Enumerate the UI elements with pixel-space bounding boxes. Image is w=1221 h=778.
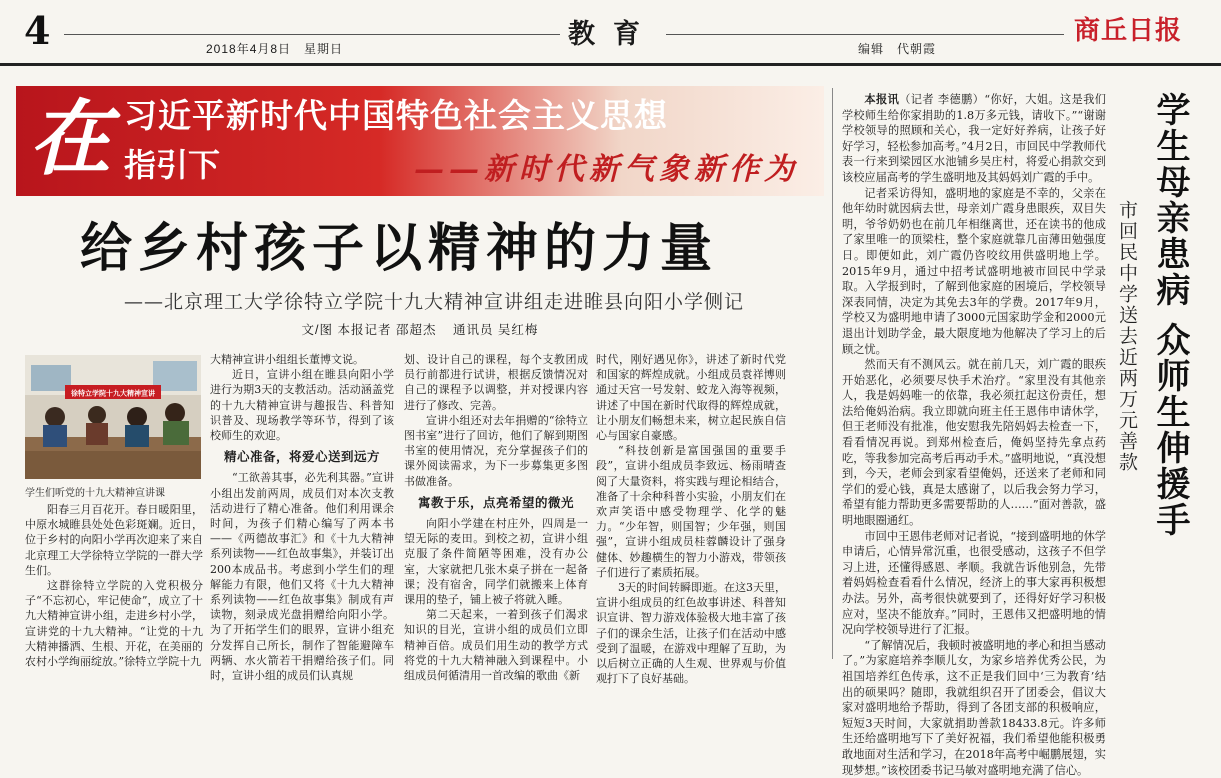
main-subheadline: ——北京理工大学徐特立学院十九大精神宣讲组走进睢县向阳小学侧记 — [123, 291, 744, 313]
paragraph: 近日，宣讲小组在睢县向阳小学进行为期3天的支教活动。活动涵盖党的十九大精神宣讲与趣报告、科普知识普及、现场教学等环节，得到了该校师生的欢迎。 — [210, 368, 394, 443]
side-article-body — [842, 92, 1106, 777]
side-article-subheadline: 市回民中学送去近两万元善款 — [1116, 200, 1138, 473]
page-number: 4 — [24, 8, 51, 53]
classroom-photo-illustration — [25, 355, 201, 479]
banner-title-line2: 指引下 — [124, 146, 221, 184]
byline-correspondent: 通讯员 吴红梅 — [452, 323, 539, 337]
paragraph: “了解情况后，我顿时被盛明地的孝心和担当感动了。”为家庭培养李顺儿女，为家乡培养优秀公民，为祖国培养红色传承，这不正是我们回中‘三为教育’结出的硕果吗？随即，我就组织召开了团委会，倡议大家对盛明地给予帮助，得到了各团支部的积极响应，短短3天时间，大家就捐助善款18433.8元。许多师生还给盛明地写下了美好祝福，我们希望他能积极勇敢地面对生活和学习，在2018年高考中崛鹏展翅，实现梦想。”该校团委书记马敏对盛明地充满了信心。 — [842, 638, 1106, 777]
section-title: 教育 — [560, 12, 666, 51]
editor-credit: 编辑 代朝霞 — [858, 42, 937, 56]
banner-title-line1: 习近平新时代中国特色社会主义思想 — [124, 96, 668, 135]
column-divider — [832, 88, 833, 659]
page-header — [0, 0, 1221, 66]
paragraph: 3天的时间转瞬即逝。在这3天里，宣讲小组成员的红色故事讲述、科普知识宣讲、智力游戏体验极大地丰富了孩子们的课余生活，让孩子们在活动中感受到了温暖，在游戏中理解了互助，为以后树立正确的人生观、世界观与价值观打下了良好基础。 — [596, 581, 786, 686]
paragraph: （记者 李德鹏）“你好，大姐。这是我们学校师生给你家捐助的1.8万多元钱，请收下。”“谢谢学校领导的照顾和关心，我一定好好养病，让孩子好好学习，轻松参加高考。”4月2日，市回民中学教师代表一行来到梁园区水池铺乡吴庄村，将爱心捐款交到该校应届高考的学生盛明地及其妈妈刘广霞的手中。 — [842, 93, 1106, 184]
paragraph: “科技创新是富国强国的重要手段”，宣讲小组成员李致远、杨雨晴查阅了大量资料，将实践与理论相结合，准备了十余种科普小实验，小朋友们在欢声笑语中感受物理学、化学的魅力。“少年智，则国智；少年强，则国强”，宣讲小组成员桂蓉麟设计了强身健体、妙趣横生的智力小游戏，带领孩子们进行了素质拓展。 — [596, 444, 786, 579]
paragraph: 这群徐特立学院的入党积极分子“不忘初心，牢记使命”，成立了十九大精神宣讲小组，走进乡村小学，宣讲党的十九大精神。“让党的十九大精神播洒、生根、开花，在美丽的农村小学绚丽绽放。”徐特立学院十九 — [25, 579, 203, 669]
paragraph: 第二天起来，一着到孩子们渴求知识的目光，宣讲小组的成员们立即精神百倍。成员们用生动的教学方式将党的十九大精神融入到课程中。小组成员何循清用一首改编的歌曲《新 — [404, 608, 588, 683]
paragraph: 阳春三月百花开。春日暖阳里，中原水城睢县处处色彩斑斓。近日，位于乡村的向阳小学再次迎来了来自北京理工大学徐特立学院的一群大学生们。 — [25, 503, 203, 577]
side-article-headline: 学生母亲患病 众师生伸援手 — [1150, 92, 1190, 538]
paragraph: 大精神宣讲小组组长董博文说。 — [210, 353, 364, 366]
section-heading: 精心准备，将爱心送到远方 — [223, 449, 380, 465]
banner-glyph: 在 — [29, 92, 111, 187]
byline-reporter: 文/图 本报记者 邵超杰 — [301, 323, 437, 337]
section-heading: 寓教于乐，点亮希望的微光 — [417, 494, 574, 510]
paragraph: “工欲善其事，必先利其器。”宣讲小组出发前两周，成员们对本次支教活动进行了精心准备。他们利用课余时间，为孩子们精心编写了两本书——《两德故事汇》和《十九大精神系列读物——红色故事集》，并装订出200本成品书。考虑到小学生们的理解能力有限，他们又将《十九大精神系列读物——红色故事集》制成有声读物，刻录成光盘捐赠给向阳小学。为了开拓学生们的眼界，宣讲小组充分发挥自己所长，制作了智能避障车两辆、水火箭若干捐赠给孩子们。同时，宣讲小组的成员们认真规 — [210, 471, 394, 683]
article-column-3 — [404, 352, 588, 683]
theme-banner — [16, 86, 824, 196]
article-column-2 — [210, 352, 394, 683]
article-column-1 — [25, 502, 203, 669]
photo-caption: 学生们听党的十九大精神宣讲课 — [25, 488, 165, 499]
issue-date: 2018年4月8日 星期日 — [206, 42, 344, 56]
paragraph: 市回中王恩伟老师对记者说，“接到盛明地的休学申请后，心情异常沉重，也很受感动，这孩子不但学习上进，还懂得感恩、孝顺。我就告诉他别急，先带着妈妈检查看看什么情况，经济上的事大家再积极想办法。另外，高考很快就要到了，还得好好学习积极应对，坚决不能放弃。”同时，王恩伟又把盛明地的情况向学校领导进行了汇报。 — [842, 529, 1106, 637]
main-headline: 给乡村孩子以精神的力量 — [80, 218, 719, 279]
byline — [16, 320, 824, 338]
news-tag: 本报讯 — [864, 93, 900, 106]
paragraph: 然而天有不测风云。就在前几天，刘广霞的眼疾开始恶化，必须要尽快手术治疗。“家里没有其他亲人，我是妈妈唯一的依靠，我必须扛起这份责任，想法给俺妈治病。我立即就向班主任王恩伟申请休学，但王老师没有批准，他安慰我先陪妈妈去检查一下，看看情况再说。到郑州检查后，俺妈坚持先拿点药吃，等我参加完高考后再动手术。”盛明地说，“真没想到，今天，老师会到家看望俺妈，还送来了老师和同学们的爱心钱，真是太感谢了，以后我会努力学习，希望有能力帮助更多需要帮助的人……”面对善款，盛明地眼圈通红。 — [842, 358, 1106, 528]
photo-banner-text: 徐特立学院十九大精神宣讲 — [71, 389, 155, 398]
article-photo — [25, 355, 201, 479]
article-column-4 — [596, 352, 786, 686]
paragraph: 向阳小学建在村庄外，四周是一望无际的麦田。到校之初，宣讲小组克服了条件简陋等困难，没有办公室，大家就把几张木桌子拼在一起备课；没有宿舍，同学们就搬来上体育课用的垫子，铺上被子将就入睡。 — [404, 517, 588, 607]
banner-slogan: ——新时代新气象新作为 — [414, 152, 799, 187]
newspaper-logo: 商丘日报 — [1068, 10, 1182, 47]
paragraph: 划、设计自己的课程，每个支教团成员行前都进行试讲，根据反馈情况对自己的课程予以调整，并对授课内容进行了修改、完善。 — [404, 353, 588, 412]
paragraph: 宣讲小组还对去年捐赠的“徐特立图书室”进行了回访，他们了解到期图书室的使用情况，充分掌握孩子们的课外阅读需求，为下一步募集更多图书做准备。 — [404, 413, 588, 488]
paragraph: 记者采访得知，盛明地的家庭是不幸的，父亲在他年幼时就因病去世，母亲刘广霞身患眼疾，双目失明，爷爷奶奶也在前几年相继离世，还在读书的他成了家里唯一的顶梁柱，整个家庭就靠几亩薄田勉强度日。即便如此，刘广霞仍咨咬纹用供盛明地上学。2015年9月，通过中招考试盛明地被市回民中学录取。入学报到时，了解到他家庭的困境后，学校领导深表同情，决定为其免去3年的学费。2017年9月，学校又为盛明地申请了3000元国家助学金和2000元退出计划助学金，最大限度地为他解决了学习上的后顾之忧。 — [842, 186, 1106, 356]
paragraph: 时代，刚好遇见你》，讲述了新时代党和国家的辉煌成就。小组成员袁祥博则通过天宫一号发射、蛟龙入海等视频，讲述了中国在新时代取得的辉煌成就，让小朋友们畅想未来，树立起民族自信心与国家自豪感。 — [596, 353, 786, 443]
header-divider — [0, 63, 1221, 66]
